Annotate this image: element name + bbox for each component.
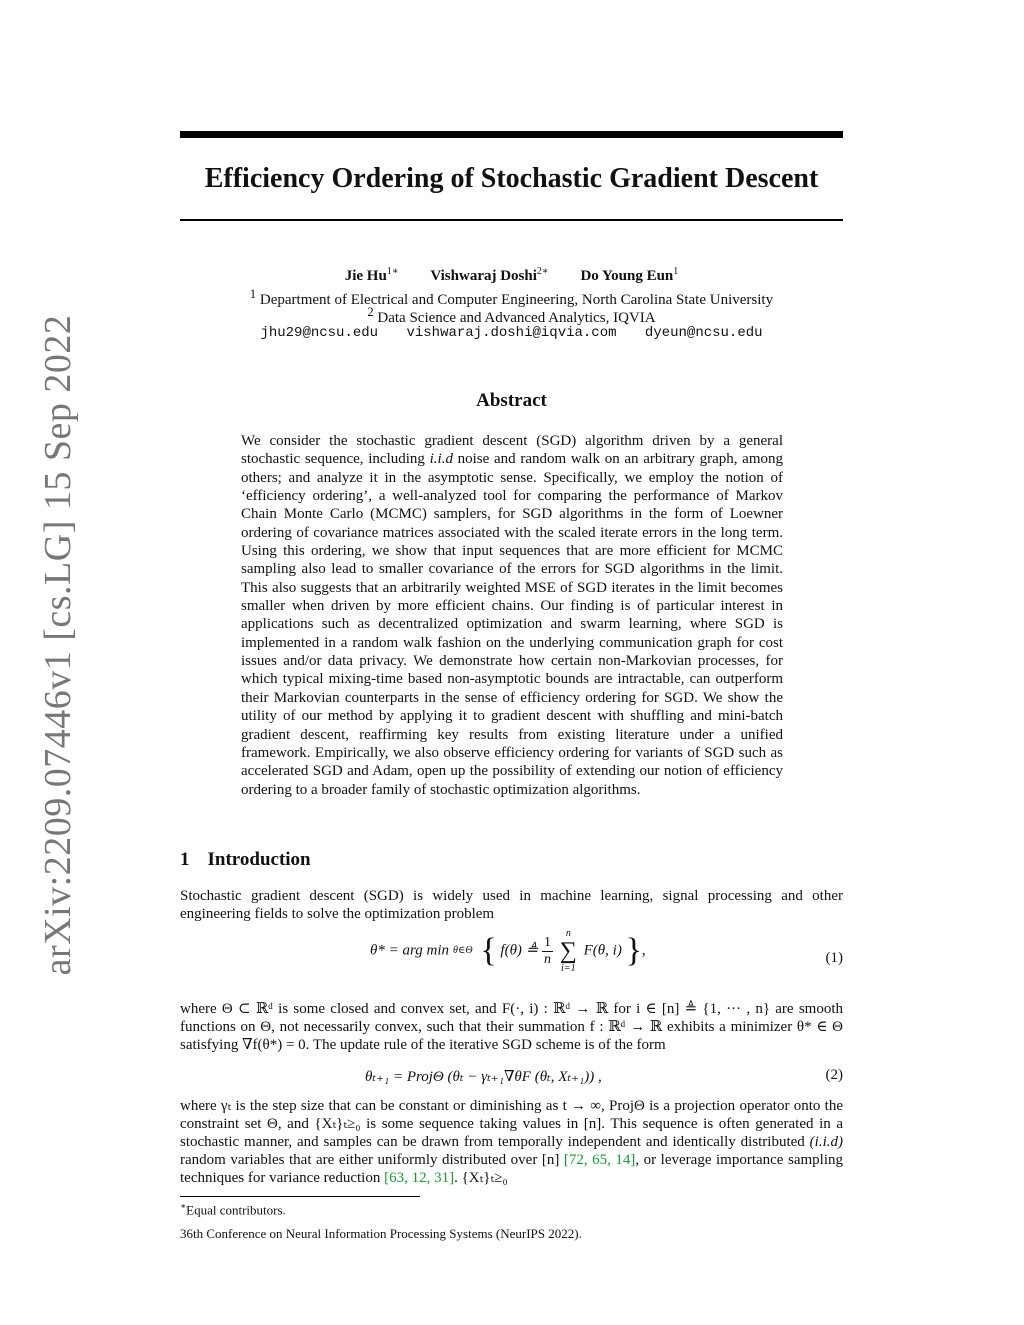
email-3[interactable]: dyeun@ncsu.edu — [644, 325, 763, 341]
equation-2-number: (2) — [825, 1067, 843, 1083]
abstract-heading: Abstract — [476, 390, 547, 411]
footnote-rule — [180, 1196, 420, 1197]
conference-note: 36th Conference on Neural Information Processing Systems (NeurIPS 2022). — [180, 1226, 582, 1241]
equation-2: θₜ₊₁ = ProjΘ (θₜ − γₜ₊₁∇θF (θₜ, Xₜ₊₁)) , (2) — [365, 1067, 843, 1085]
email-2[interactable]: vishwaraj.doshi@iqvia.com — [406, 325, 617, 341]
citation-72-65-14[interactable]: [72, 65, 14] — [563, 1152, 636, 1168]
affiliation-2: $^2$ Data Science and Advanced Analytics, IQVIA — [367, 305, 656, 326]
title-top-rule — [180, 131, 843, 138]
author-2: Vishwaraj Doshi$^{2∗}$ — [430, 266, 549, 284]
intro-paragraph-3: where γₜ is the step size that can be constant or diminishing as t → ∞, ProjΘ is a projection operator onto the constraint set Θ, and {Xₜ}ₜ≥₀ is some sequence taking values in [n]. This sequence is often generated in a stochastic manner, and samples can be drawn from temporally independent and identically distributed (i.i.d) random variables that are either uniformly distributed over [n] [72, 65, 14], or leverage importance sampling techniques for variance reduction [63, 12, 31]. {Xₜ}ₜ≥₀ — [180, 1098, 843, 1186]
footnote: ∗Equal contributors. — [180, 1201, 286, 1218]
intro-paragraph-2: where Θ ⊂ ℝᵈ is some closed and convex set, and F(·, i) : ℝᵈ → ℝ for i ∈ [n] ≜ {1, ··· , n} are smooth functions on Θ, not necessarily convex, such that their summation f : ℝᵈ → ℝ exhibits a minimizer θ* ∈ Θ satisfying ∇f(θ*) = 0. The update rule of the iterative SGD scheme is of the form — [180, 1001, 843, 1053]
author-3: Do Young Eun$^1$ — [580, 266, 679, 284]
email-list — [180, 325, 843, 341]
arxiv-stamp: arXiv:2209.07446v1 [cs.LG] 15 Sep 2022 — [37, 314, 79, 976]
affiliation-1: $^1$ Department of Electrical and Computer Engineering, North Carolina State University — [249, 287, 774, 308]
equation-1: θ* = arg min θ∈Θ { f(θ) ≜ $\frac{1}{n}$ n ∑ i=1 F(θ, i) }, (1) — [370, 928, 843, 974]
email-1[interactable]: jhu29@ncsu.edu — [260, 325, 379, 341]
paper-title: Efficiency Ordering of Stochastic Gradient Descent — [204, 163, 819, 194]
equation-1-number: (1) — [825, 950, 843, 966]
section-heading-introduction: 1 Introduction — [180, 849, 311, 870]
author-1: Jie $Hu^{1∗}$ — [344, 266, 399, 284]
citation-63-12-31[interactable]: [63, 12, 31] — [384, 1170, 455, 1186]
intro-paragraph-1: Stochastic gradient descent (SGD) is widely used in machine learning, signal processing and other engineering fields to solve the optimization problem — [180, 888, 843, 922]
author-list — [180, 266, 843, 285]
abstract-body: We consider the stochastic gradient descent (SGD) algorithm driven by a general stochastic sequence, including i.i.d noise and random walk on an arbitrary graph, among others; and analyze it in the asymptotic sense. Specifically, we employ the notion of ‘efficiency ordering’, a well-analyzed tool for comparing the performance of Markov Chain Monte Carlo (MCMC) samplers, for SGD algorithms in the form of Loewner ordering of covariance matrices associated with the scaled iterate errors in the long term. Using this ordering, we show that input sequences that are more efficient for MCMC sampling also lead to smaller covariance of the errors for SGD algorithms in the limit. This also suggests that an arbitrarily weighted MSE of SGD iterates in the limit becomes smaller when driven by more efficient chains. Our finding is of particular interest in applications such as decentralized optimization and swarm learning, where SGD is implemented in a random walk fashion on the underlying communication graph for cost issues and/or data privacy. We demonstrate how certain non-Markovian processes, for which typical mixing-time based non-asymptotic bounds are intractable, can outperform their Markovian counterparts in the sense of efficiency ordering for SGD. We show the utility of our method by applying it to gradient descent with shuffling and mini-batch gradient descent, reaffirming key results from existing literature under a unified framework. Empirically, we also observe efficiency ordering for variants of SGD such as accelerated SGD and Adam, open up the possibility of extending our notion of efficiency ordering to a broader family of stochastic optimization algorithms. — [241, 433, 783, 798]
title-bottom-rule — [180, 219, 843, 221]
